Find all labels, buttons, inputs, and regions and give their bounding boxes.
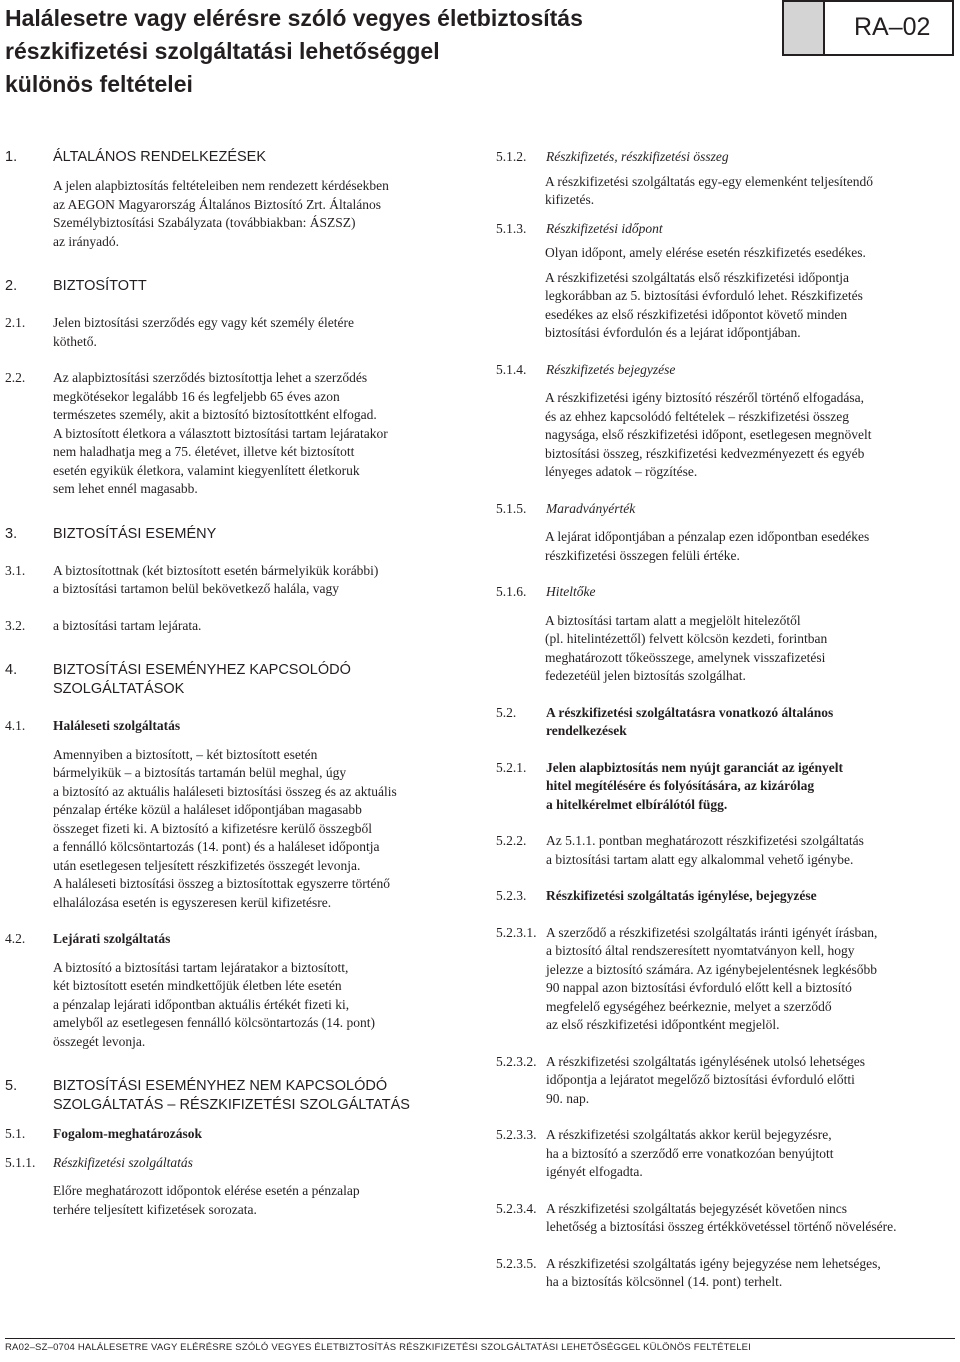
clause-4-2-heading [5, 930, 475, 949]
section-5-heading [5, 1077, 475, 1115]
clause-5-2-1 [496, 759, 956, 815]
page-footer: RA02–SZ–0704 HALÁLESETRE VAGY ELÉRÉSRE SZÓLÓ VEGYES ÉLETBIZTOSÍTÁS RÉSZKIFIZETÉSI SZOLGÁLTATÁSI LEHETŐSÉGGEL KÜLÖNÖS FELTÉTELEI [5, 1342, 752, 1353]
text-line: nagysága, első részkifizetési időpont, esetlegesen megnövelt [545, 427, 872, 442]
section-2-heading [5, 277, 475, 296]
section-title-line: BIZTOSÍTÁSI ESEMÉNYHEZ NEM KAPCSOLÓDÓ [53, 1078, 388, 1094]
text-line: hitel megítélésére és folyósítására, az kizárólag [546, 778, 815, 793]
text-line: Jelen biztosítási szerződés egy vagy két személy életére [53, 315, 355, 330]
section-number: 4. [5, 662, 18, 678]
text-line: pénzalap értéke közül a haláleset időpontjában magasabb [53, 802, 362, 817]
clause-title: Hitelt [546, 584, 577, 599]
text-line: A biztosítottnak (két biztosított esetén bármelyikük korábbi) [53, 562, 379, 578]
text-line: a biztosítási tartamon belül bekövetkező halála, vagy [53, 581, 340, 596]
code-box-grey-block [784, 2, 825, 54]
clause-title: Részkifizetési időpont [546, 220, 663, 236]
text-line: Az 5.1.1. pontban meghatározott részkifizetési szolgáltatás [546, 833, 864, 848]
section-title: ÁLTALÁNOS RENDELKEZÉSEK [53, 149, 267, 165]
text-line: A részkifizetési szolgáltatás bejegyzését követően nincs [546, 1200, 848, 1216]
clause-number: 5.1.1. [5, 1154, 36, 1170]
text-line: A részkifizetési szolgáltatás igény bejegyzése nem lehetséges, [546, 1255, 881, 1271]
clause-number: 3.2. [5, 617, 26, 633]
clause-number: 5.2.2. [496, 833, 527, 848]
clause-5-1-3-body [496, 244, 956, 343]
text-line: az első részkifizetési időpontként megjelöl. [546, 1017, 780, 1032]
text-line: terhére teljesített kifizetések sorozata. [53, 1201, 257, 1217]
clause-5-1-1-heading [5, 1154, 475, 1173]
clause-number: 5.2.3.5. [496, 1255, 537, 1271]
clause-2-2 [5, 369, 475, 499]
clause-5-1-5-heading [496, 500, 956, 519]
text-line: Az alapbiztosítási szerződés biztosítottja lehet a szerződés [53, 370, 368, 385]
clause-3-2 [5, 617, 475, 636]
text-line: meghatározott tőkeösszege, amelynek visszafizetési [545, 649, 826, 665]
text-line: A haláleseti biztosítási összeg a biztosítottak egyszerre történő [53, 876, 391, 891]
section-number: 2. [5, 278, 18, 294]
clause-5-1-5-body [496, 528, 956, 565]
text-line: jelezze a biztosító számára. Az igénybejelentésnek legkésőbb [546, 961, 877, 977]
section-title: BIZTOSÍTÁSI ESEMÉNY [53, 525, 217, 542]
text-line: igényét elfogadta. [546, 1164, 643, 1179]
footer-divider [5, 1338, 955, 1339]
clause-number: 4.1. [5, 718, 26, 733]
left-column [5, 148, 475, 1219]
text-line: ha a biztosítás kölcsönnel (14. pont) terhelt. [546, 1274, 783, 1289]
text-line: részkifizetési összegen felüli értéke. [545, 547, 740, 563]
text-line: 90. nap. [546, 1090, 590, 1106]
clause-5-2-2 [496, 832, 956, 869]
clause-number: 3.1. [5, 562, 26, 578]
text-line: ha a biztosító a szerződő erre vonatkozóan benyújtott [546, 1145, 834, 1161]
section-number: 3. [5, 525, 18, 542]
text-line: A részkifizetési igény biztosító részéről történő elfogadása, [545, 390, 865, 405]
text-line: A részkifizetési szolgáltatás igénylésének utolsó lehetséges [546, 1053, 866, 1069]
clause-5-2-3-2 [496, 1053, 956, 1109]
clause-number: 5.1.6. [496, 584, 527, 599]
clause-5-2-3-1 [496, 924, 956, 1035]
text-line: A szerződő a részkifizetési szolgáltatás iránti igényét írásban, [546, 924, 878, 940]
text-line: esedékes az első részkifizetési időpontot követő minden [545, 306, 848, 322]
text-line: kifizetés. [545, 192, 595, 207]
clause-5-1-4-heading [496, 361, 956, 380]
right-column [496, 148, 956, 1292]
text-line: A jelen alapbiztosítás feltételeiben nem rendezett kérdésekben [53, 178, 389, 193]
clause-5-1-6-heading [496, 583, 956, 602]
clause-3-1 [5, 562, 475, 599]
text-line: a pénzalap lejárati időpontban aktuális értékét fizeti ki, [53, 996, 350, 1012]
section-title-line: BIZTOSÍTÁSI ESEMÉNYHEZ KAPCSOLÓDÓ [53, 662, 351, 678]
section-title-line: SZOLGÁLTATÁS – RÉSZKIFIZETÉSI SZOLGÁLTATÁS [53, 1097, 410, 1113]
clause-title: Fogalom-meghatározások [53, 1126, 202, 1141]
clause-title: Részkifizetési szolgáltatás [53, 1154, 193, 1170]
clause-5-1-2-heading [496, 148, 956, 167]
clause-number: 5.2.1. [496, 759, 527, 775]
text-line: legkorábban az 5. biztosítási évforduló lehet. Részkifizetés [545, 288, 863, 303]
clause-title: Haláleseti szolgáltatás [53, 718, 181, 733]
text-line: megfelelő egységéhez beérkeznie, melyet a szerződő [546, 998, 832, 1014]
text-line: sem lehet ennél magasabb. [53, 481, 198, 496]
clause-number: 5.2.3.3. [496, 1127, 537, 1142]
text-line: a biztosító által rendszeresített nyomtatványon kell, hogy [546, 943, 855, 958]
document-code-box [782, 0, 954, 56]
clause-5-2-3-5 [496, 1255, 956, 1292]
clause-title-suffix: őke [576, 584, 596, 599]
text-line: a biztosító az aktuális haláleseti biztosítási összeg és az aktuális [53, 783, 397, 799]
clause-title-line: A részkifizetési szolgáltatásra vonatkozó általános [546, 704, 834, 720]
section-title-line: SZOLGÁLTATÁSOK [53, 681, 185, 697]
title-line: részkifizetési szolgáltatási lehetőséggel [5, 38, 440, 64]
clause-2-1 [5, 314, 475, 351]
text-line: A biztosítási tartam alatt a megjelölt hitelezőtől [545, 612, 801, 628]
clause-number: 4.2. [5, 931, 26, 946]
document-title [5, 2, 705, 101]
clause-number: 5.2. [496, 704, 517, 720]
clause-number: 5.1. [5, 1126, 26, 1141]
section-3-heading [5, 525, 475, 544]
text-line: Amennyiben a biztosított, – két biztosított esetén [53, 746, 318, 762]
clause-number: 5.1.4. [496, 361, 527, 377]
text-line: amelyből az esetlegesen fennálló kölcsöntartozás (14. pont) [53, 1015, 376, 1030]
clause-5-1-6-body [496, 612, 956, 686]
text-line: az irányadó. [53, 233, 119, 249]
clause-number: 5.2.3. [496, 888, 527, 903]
text-line: Előre meghatározott időpontok elérése esetén a pénzalap [53, 1183, 360, 1198]
clause-title: Lejárati szolgáltatás [53, 931, 171, 946]
clause-5-2-heading [496, 704, 956, 741]
text-line: bármelyikük – a biztosítás tartamán belül meghal, úgy [53, 765, 347, 780]
text-line: A részkifizetési szolgáltatás első részkifizetési időpontja [545, 269, 850, 285]
clause-5-2-3-4 [496, 1200, 956, 1237]
clause-4-1-body [5, 746, 475, 913]
clause-5-2-3-3 [496, 1126, 956, 1182]
text-line: fedezetéül jelen biztosítás szolgálhat. [545, 668, 746, 683]
clause-number: 5.1.3. [496, 220, 527, 236]
clause-4-1-heading [5, 717, 475, 736]
clause-5-1-4-body [496, 389, 956, 482]
title-line: különös feltételei [5, 71, 193, 97]
clause-title: Részkifizetés, részkifizetési összeg [546, 149, 729, 164]
text-line: elhalálozása esetén is egyszeresen kerül kifizetésre. [53, 894, 332, 910]
clause-number: 5.1.5. [496, 500, 527, 516]
text-line: a hitelkérelmet elbírálótól függ. [546, 796, 728, 812]
section-4-heading [5, 661, 475, 699]
text-line: összeget fizeti ki. A biztosító a kifizetésre kerülő összegből [53, 820, 373, 836]
text-line: (pl. hitelintézettől) felvett kölcsön kezdeti, forintban [545, 631, 828, 646]
clause-5-1-3-heading [496, 220, 956, 239]
text-line: időpontja a lejáratot megelőző biztosítási évforduló előtti [546, 1072, 855, 1087]
text-line: Személybiztosítási Szabályzata (továbbiakban: ÁSZSZ) [53, 215, 356, 230]
text-line: a biztosítási tartam alatt egy alkalommal vehető igénybe. [546, 851, 854, 867]
text-line: és az ehhez kapcsolódó feltételek – részkifizetési összeg [545, 408, 849, 424]
section-1-heading [5, 148, 475, 167]
clause-5-1-1-body [5, 1182, 475, 1219]
text-line: összegét levonja. [53, 1033, 146, 1049]
text-line: megkötésekor legalább 16 és legfeljebb 65 éves azon [53, 388, 340, 404]
text-line: két biztosított esetén mindkettőjük életben léte esetén [53, 978, 342, 993]
clause-title-line: rendelkezések [546, 723, 627, 738]
document-code: RA–02 [854, 13, 931, 41]
text-line: lényeges adatok – rögzítése. [545, 464, 698, 479]
clause-number: 2.2. [5, 370, 26, 385]
text-line: A részkifizetési szolgáltatás egy-egy elemenként teljesítendő [545, 173, 874, 189]
text-line: 90 nappal azon biztosítási évforduló előtt kell a biztosító [546, 980, 852, 995]
text-line: A lejárat időpontjában a pénzalap ezen időpontban esedékes [545, 529, 870, 544]
title-line: Halálesetre vagy elérésre szóló vegyes életbiztosítás [5, 5, 583, 31]
clause-number: 5.1.2. [496, 149, 527, 164]
clause-number: 5.2.3.4. [496, 1200, 537, 1216]
clause-4-2-body [5, 959, 475, 1052]
text-line: természetes személy, akit a biztosító biztosítottként elfogad. [53, 407, 377, 422]
section-title: BIZTOSÍTOTT [53, 278, 147, 294]
text-line: biztosítási évfordulón és a lejárat időpontjában. [545, 325, 801, 340]
section-number: 5. [5, 1078, 18, 1094]
text-line: esetén egyikük életkora, valamint kiegyenlített életkoruk [53, 462, 360, 478]
text-line: nem haladhatja meg a 75. életévet, illetve két biztosított [53, 444, 355, 459]
text-line: lehetőség a biztosítási összeg értékkövetéssel történő növelésére. [546, 1219, 897, 1234]
clause-number: 5.2.3.1. [496, 924, 537, 940]
text-line: A részkifizetési szolgáltatás akkor kerül bejegyzésre, [546, 1127, 832, 1142]
text-line: köthető. [53, 333, 97, 349]
clause-5-1-heading [5, 1125, 475, 1144]
text-line: a biztosítási tartam lejárata. [53, 617, 202, 633]
text-line: a fennálló kölcsöntartozás (14. pont) és a haláleset időpontja [53, 839, 380, 854]
clause-number: 5.2.3.2. [496, 1053, 537, 1069]
section-1-body [5, 177, 475, 251]
clause-title: Részkifizetés bejegyzése [546, 361, 676, 377]
clause-5-2-3-heading [496, 887, 956, 906]
text-line: az AEGON Magyarország Általános Biztosító Zrt. Általános [53, 196, 382, 212]
clause-5-1-2-body [496, 173, 956, 210]
text-line: biztosítási összeg, részkifizetési kedvezményezett és egyéb [545, 445, 865, 461]
text-line: A biztosított életkora a választott biztosítási tartam lejáratakor [53, 425, 388, 441]
clause-title: Részkifizetési szolgáltatás igénylése, bejegyzése [546, 888, 817, 903]
clause-title: Maradványérték [546, 500, 636, 516]
text-line: után esetlegesen teljesített részkifizetés összegét levonja. [53, 857, 361, 873]
text-line: Olyan időpont, amely elérése esetén részkifizetés esedékes. [545, 245, 866, 260]
text-line: Jelen alapbiztosítás nem nyújt garanciát az igényelt [546, 759, 843, 775]
clause-number: 2.1. [5, 315, 26, 330]
section-number: 1. [5, 149, 18, 165]
text-line: A biztosító a biztosítási tartam lejáratakor a biztosított, [53, 959, 349, 975]
